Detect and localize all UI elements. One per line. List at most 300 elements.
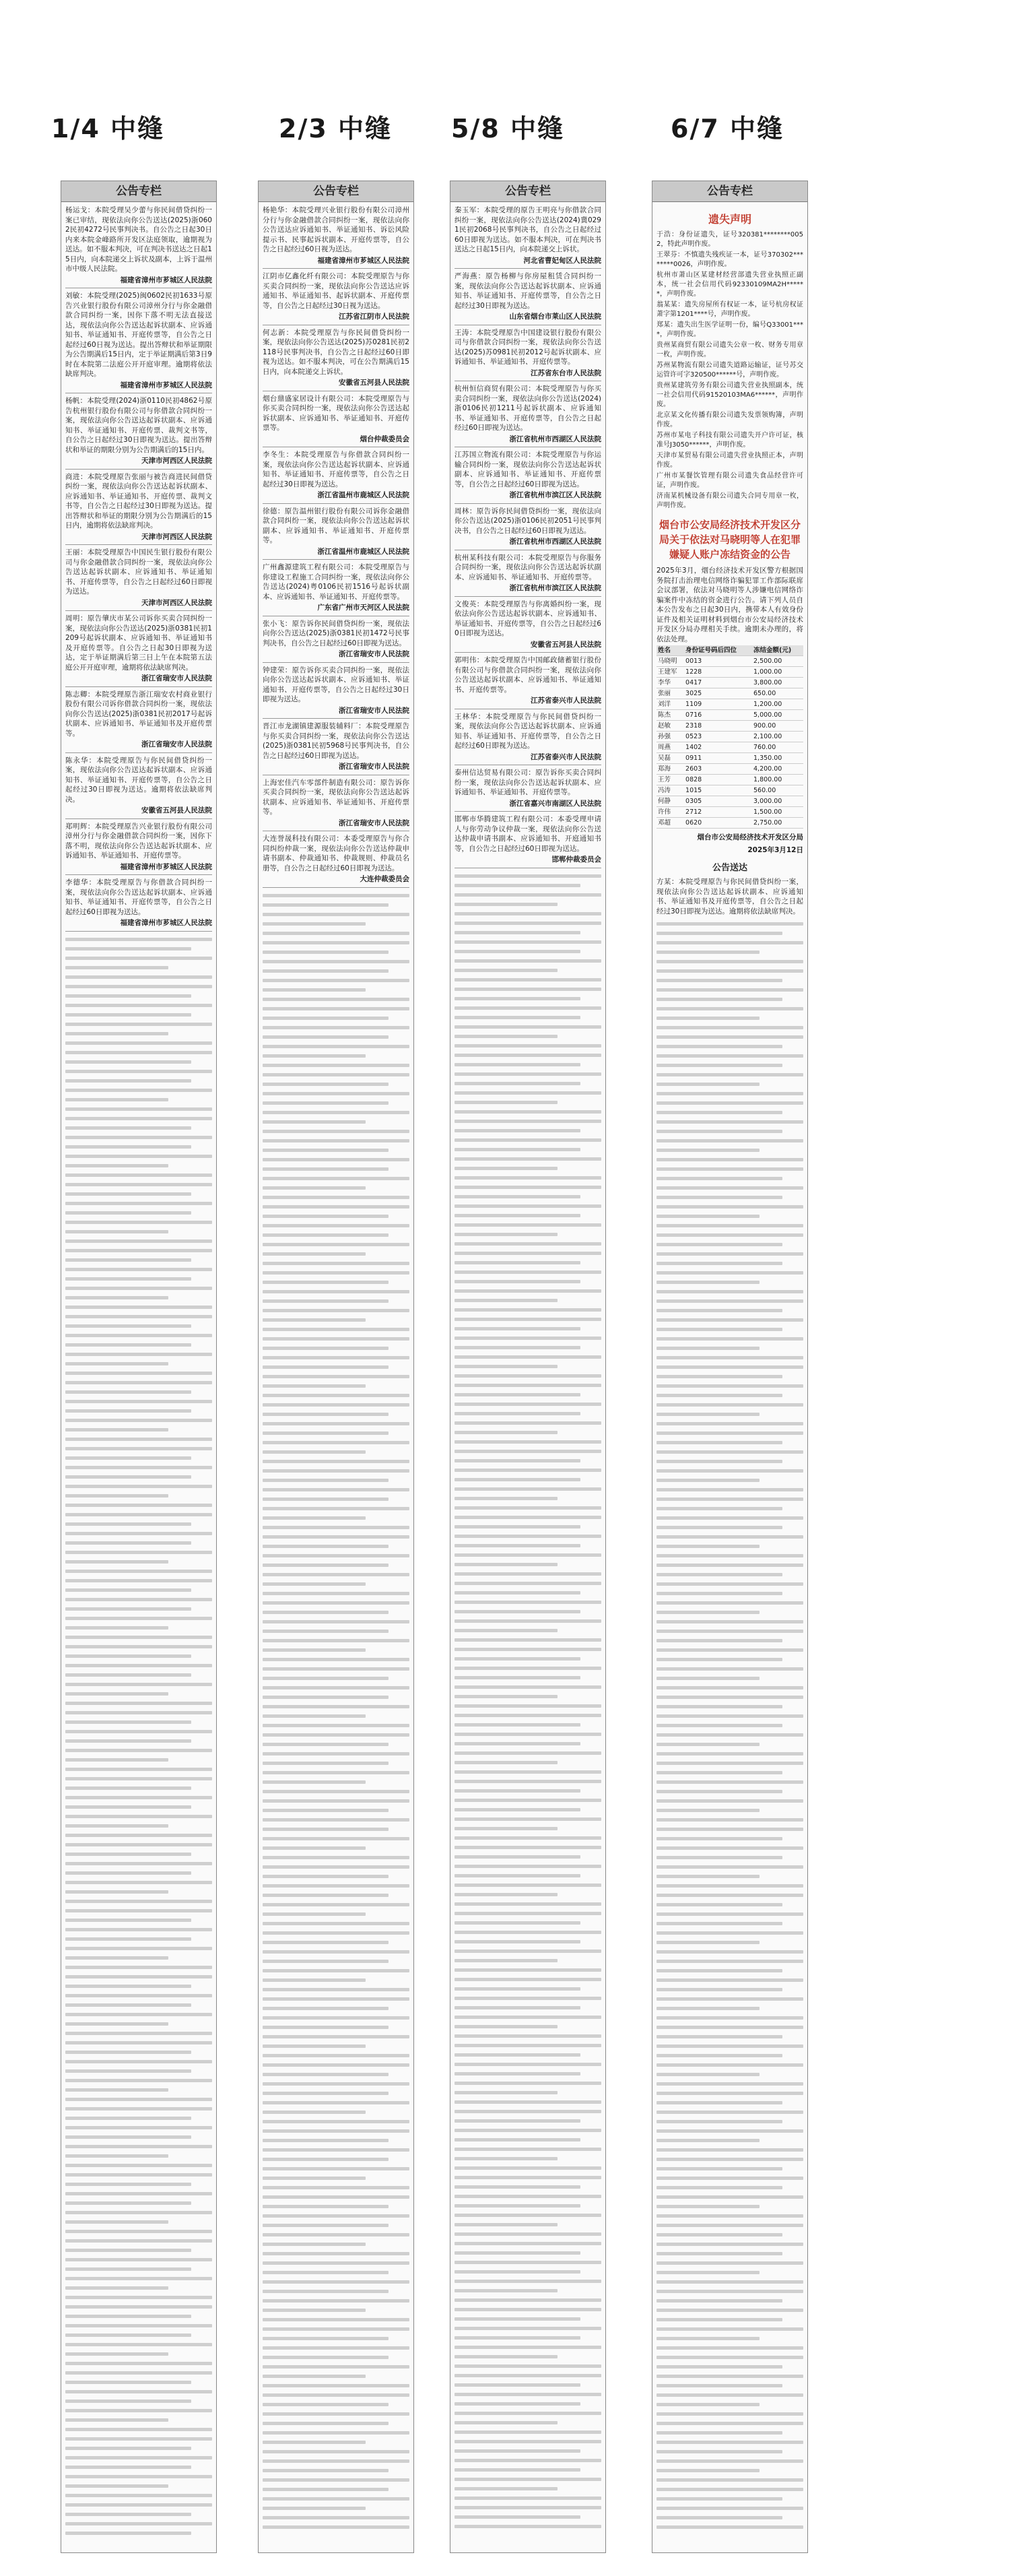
text-line-placeholder [656,1281,760,1284]
column-header: 公告专栏 [450,181,605,202]
text-line-placeholder [263,1535,409,1539]
text-line-placeholder [454,1478,580,1481]
text-line-placeholder [656,1054,803,1058]
text-line-placeholder [656,1139,803,1142]
issuing-authority: 浙江省杭州市滨江区人民法院 [509,584,601,592]
text-line-placeholder [656,2186,782,2189]
text-line-placeholder [656,2148,803,2152]
text-line-placeholder [65,1221,212,1224]
text-line-placeholder [263,1450,366,1454]
text-line-placeholder [263,2441,366,2444]
notice-item: 秦玉军：本院受理的原告王明亮与你借款合同纠纷一案，现依法向你公告送达(2024)冀0291民初2068号民事判决书，自公告之日起经过60日即视为送达。如不服本判决，可在判决书送达之日起15日内，向本院递交上诉状。 [454,206,601,253]
divider [263,559,409,560]
table-cell: 3025 [684,688,752,699]
text-line-placeholder [65,1881,212,1884]
text-line-placeholder [656,1535,803,1539]
text-line-placeholder [656,1252,803,1256]
text-line-placeholder [263,2478,409,2482]
table-cell: 2712 [684,807,752,818]
lost-notice-item: 天津市某贸易有限公司遗失营业执照正本，声明作废。 [656,452,803,469]
text-line-placeholder [454,1836,601,1840]
column-body [652,202,807,2538]
text-line-placeholder [656,1309,782,1312]
table-row [656,656,803,667]
text-line-placeholder [65,1041,212,1045]
text-line-placeholder [263,1620,409,1623]
text-line-placeholder [263,1903,409,1906]
text-line-placeholder [656,1233,803,1237]
table-cell: 0013 [684,656,752,667]
text-line-placeholder [454,2034,601,2038]
divider [454,268,601,269]
notice-item: 邯郸市华腾建筑工程有限公司：本委受理申请人与你劳动争议仲裁一案，现依法向你公告送达仲裁申请书副本、应诉通知书、开庭通知书等，自公告之日起经过60日即视为送达。 [454,815,601,853]
text-line-placeholder [65,2466,191,2469]
text-line-placeholder [263,903,389,907]
notice-item: 烟台鼎盛家居设计有限公司：本院受理原告与你买卖合同纠纷一案，现依法向你公告送达起诉状副本、应诉通知书、举证通知书、开庭传票等。 [263,394,409,432]
text-line-placeholder [65,1636,212,1639]
text-line-placeholder [65,1711,212,1714]
text-line-placeholder [454,2355,558,2358]
table-cell: 何静 [656,796,684,807]
text-line-placeholder [263,1978,366,1982]
table-cell: 邓超 [656,818,684,829]
text-line-placeholder [263,2073,389,2076]
text-line-placeholder [454,2100,601,2104]
text-line-placeholder [454,2176,601,2179]
divider [65,752,212,753]
text-line-placeholder [656,2054,782,2057]
text-line-placeholder [263,2431,409,2435]
text-line-placeholder [454,2383,580,2387]
issuing-authority: 广东省广州市天河区人民法院 [317,604,409,612]
text-line-placeholder [656,2403,760,2406]
text-line-placeholder [263,2082,409,2086]
text-line-placeholder [454,988,601,991]
text-line-placeholder [263,1167,389,1171]
text-line-placeholder [454,1242,601,1246]
text-line-placeholder [454,1582,601,1585]
text-line-placeholder [263,1875,389,1878]
text-line-placeholder [656,1450,803,1454]
text-line-placeholder [263,1130,409,1133]
text-line-placeholder [263,2243,366,2246]
text-line-placeholder [656,2026,803,2029]
text-line-placeholder [65,1202,212,1205]
text-line-placeholder [656,2327,803,2331]
text-line-placeholder [65,2390,212,2393]
text-line-placeholder [454,1091,601,1095]
text-line-placeholder [454,2148,601,2151]
text-line-placeholder [263,1337,409,1341]
text-line-placeholder [454,1148,580,1151]
notice-item: 杭州恒信商贸有限公司：本院受理原告与你买卖合同纠纷一案，现依法向你公告送达(2024)浙0106民初1211号起诉状副本、应诉通知书、举证通知书、开庭传票等，自公告之日起经过60日即视为送达。 [454,385,601,432]
issuing-authority: 江苏省泰兴市人民法院 [531,697,601,705]
issuing-authority: 浙江省杭州市西湖区人民法院 [509,434,601,443]
text-line-placeholder [263,2497,409,2501]
police-notice-text: 2025年3月，烟台经济技术开发区警方根据国务院打击治理电信网络诈骗犯罪工作部际联席会议部署，依法对马晓明等人涉嫌电信网络诈骗案件中冻结的资金进行公告。请下列人员自本公告发布之日起30日内，携带本人有效身份证件及相关证明材料到烟台市公安局经济技术开发区分局办理相关手续。逾期未办理的，将依法处理。 [656,567,803,643]
text-line-placeholder [454,884,580,887]
text-line-placeholder [454,2044,601,2047]
text-line-placeholder [656,1611,760,1614]
text-line-placeholder [65,1381,212,1384]
text-line-placeholder [454,1921,580,1925]
text-line-placeholder [263,1648,366,1652]
text-line-placeholder [454,931,580,934]
text-line-placeholder [65,1768,212,1771]
text-line-placeholder [65,1937,191,1941]
table-cell: 1,500.00 [752,807,803,818]
text-line-placeholder [656,2016,803,2020]
issuing-authority: 江苏省东台市人民法院 [531,368,601,377]
text-line-placeholder [454,874,601,878]
text-line-placeholder [454,1865,601,1868]
text-line-placeholder [263,1026,409,1029]
text-line-placeholder [263,2026,389,2029]
text-line-placeholder [656,2177,803,2180]
text-line-placeholder [263,1771,409,1774]
text-line-placeholder [454,1025,601,1029]
issuing-authority: 浙江省杭州市西湖区人民法院 [509,538,601,546]
text-line-placeholder [65,1211,191,1215]
text-line-placeholder [656,1460,782,1463]
text-line-placeholder [65,1145,191,1149]
text-line-placeholder [65,2333,191,2337]
text-line-placeholder [454,1355,601,1359]
text-line-placeholder [454,2468,580,2472]
text-line-placeholder [656,2365,782,2369]
text-line-placeholder [65,1013,191,1017]
text-line-placeholder [656,1186,803,1190]
text-line-placeholder [454,1459,580,1462]
text-line-placeholder [263,2007,389,2010]
issuing-authority: 福建省漳州市芗城区人民法院 [120,381,212,389]
notice-item: 江阴市亿鑫化纤有限公司：本院受理原告与你买卖合同纠纷一案，现依法向你公告送达应诉通知书、举证通知书、起诉状副本、开庭传票等，自公告之日起经过30日视为送达。 [263,272,409,310]
text-line-placeholder [656,2459,803,2463]
text-line-placeholder [454,2374,601,2377]
text-line-placeholder [263,1667,409,1671]
text-line-placeholder [65,1089,212,1092]
text-line-placeholder [454,1346,580,1349]
text-line-placeholder [454,1497,558,1500]
text-line-placeholder [263,1733,409,1737]
text-line-placeholder [656,1573,782,1576]
text-line-placeholder [65,966,168,969]
column-body [259,202,413,2538]
notice-item: 周林：原告诉你民间借贷纠纷一案，现依法向你公告送达(2025)浙0106民初2051号民事判决书，自公告之日起经过60日即视为送达。 [454,507,601,535]
text-line-placeholder [454,1902,601,1906]
text-line-placeholder [65,1551,212,1554]
text-line-placeholder [65,2192,212,2195]
table-row [656,775,803,785]
text-line-placeholder [65,1758,168,1762]
text-line-placeholder [656,1696,803,1699]
text-line-placeholder [263,1205,409,1209]
notice-item: 郑明辉：本院受理原告兴业银行股份有限公司漳州分行与你金融借款合同纠纷一案，因你下落不明，现依法向你公告送达起诉状副本、应诉通知书、举证通知书、开庭传票等。 [65,822,212,860]
notice-item: 王涛：本院受理原告中国建设银行股份有限公司与你借款合同纠纷一案，现依法向你公告送达(2025)苏0981民初2012号起诉状副本、应诉通知书、举证通知书、开庭传票等。 [454,328,601,366]
issuing-authority: 天津市河西区人民法院 [141,532,212,541]
text-line-placeholder [454,1016,580,1019]
text-line-placeholder [263,1083,389,1086]
divider [454,596,601,597]
text-line-placeholder [454,1742,580,1745]
notice-item: 杭州某科技有限公司：本院受理原告与你服务合同纠纷一案，现依法向你公告送达起诉状副本、应诉通知书、举证通知书、开庭传票等。 [454,553,601,581]
text-line-placeholder [263,2139,389,2142]
text-line-placeholder [65,957,212,960]
text-line-placeholder [454,1506,601,1510]
table-cell: 1,350.00 [752,753,803,764]
text-line-placeholder [454,1808,580,1811]
text-line-placeholder [65,1079,191,1083]
text-line-placeholder [65,2239,212,2243]
text-line-placeholder [454,1751,601,1755]
text-line-placeholder [263,1865,409,1869]
table-cell: 3,000.00 [752,796,803,807]
text-line-placeholder [263,1941,389,1944]
text-line-placeholder [656,1479,760,1482]
text-line-placeholder [454,1789,580,1793]
text-line-placeholder [263,2063,409,2067]
text-line-placeholder [656,2431,782,2435]
text-line-placeholder [65,2145,212,2148]
text-line-placeholder [263,1064,409,1067]
table-row [656,764,803,775]
text-line-placeholder [656,1469,803,1473]
text-line-placeholder [454,1403,601,1406]
text-line-placeholder [65,938,212,941]
text-line-placeholder [656,2299,782,2303]
text-line-placeholder [263,1394,409,1397]
text-line-placeholder [656,2346,803,2350]
text-line-placeholder [454,1261,580,1264]
text-line-placeholder [656,2035,782,2038]
text-line-placeholder [65,2220,168,2224]
text-line-placeholder [65,1249,212,1252]
issuing-authority: 天津市河西区人民法院 [141,457,212,465]
text-line-placeholder [65,2201,191,2205]
text-line-placeholder [656,1290,803,1293]
text-line-placeholder [263,1309,409,1312]
text-line-placeholder [65,1183,212,1186]
text-line-placeholder [263,2516,409,2519]
text-line-placeholder [65,2324,212,2327]
column-header: 公告专栏 [61,181,216,202]
text-line-placeholder [656,1903,782,1906]
text-line-placeholder [656,2318,782,2321]
text-line-placeholder [454,2157,558,2160]
text-line-placeholder [454,1912,601,1915]
text-line-placeholder [65,1853,191,1856]
text-line-placeholder [454,1931,601,1934]
text-line-placeholder [263,1922,409,1925]
table-cell: 王芳 [656,775,684,785]
text-line-placeholder [454,1044,601,1048]
text-line-placeholder [65,1541,191,1545]
text-line-placeholder [656,1771,782,1774]
text-line-placeholder [656,1997,803,2001]
text-line-placeholder [263,1516,366,1520]
text-line-placeholder [454,1817,601,1821]
issuing-authority: 浙江省瑞安市人民法院 [339,650,409,658]
text-line-placeholder [454,2317,580,2321]
text-line-placeholder [656,2450,782,2453]
text-line-placeholder [656,2224,803,2227]
text-line-placeholder [454,2515,580,2519]
text-line-placeholder [263,1328,409,1331]
text-line-placeholder [263,1139,409,1142]
text-line-placeholder [656,1582,803,1586]
text-line-placeholder [454,1572,601,1576]
text-line-placeholder [263,1243,409,1246]
text-line-placeholder [263,1639,409,1642]
text-line-placeholder [656,1931,803,1935]
text-line-placeholder [65,1720,191,1724]
notice-item: 文俊英：本院受理原告与你离婚纠纷一案，现依法向你公告送达起诉状副本、应诉通知书、举证通知书、开庭传票等，自公告之日起经过60日即视为送达。 [454,600,601,637]
text-line-placeholder [454,1959,558,1962]
divider [263,718,409,719]
text-line-placeholder [263,1045,409,1048]
text-line-placeholder [65,1004,212,1007]
notice-item: 李冬生：本院受理原告与你借款合同纠纷一案，现依法向你公告送达起诉状副本、应诉通知书、举证通知书、开庭传票等，自公告之日起经过30日即视为送达。 [263,451,409,488]
divider [454,503,601,504]
text-line-placeholder [263,1347,389,1350]
text-line-placeholder [65,1334,212,1337]
text-line-placeholder [65,1588,191,1592]
notice-item: 杨运戈：本院受理吴少蕾与你民间借贷纠纷一案已审结，现依法向你公告送达(2025)浙0602民初4272号民事判决书。自公告之日起30日内来本院金峰路所开发区法庭领取，逾期视为送达。如不服本判决，可在判决书送达之日起15日内，向本院递交上诉状及副本，上诉于温州市中级人民法院。 [65,206,212,273]
text-line-placeholder [454,1940,580,1943]
text-line-placeholder [454,1676,580,1679]
text-line-placeholder [263,1431,389,1435]
lost-notice-item: 苏州某物流有限公司遗失道路运输证，证号苏交运管许可字320500******号，声明作废。 [656,362,803,379]
text-line-placeholder [263,1460,409,1463]
text-line-placeholder [65,1353,212,1356]
text-line-placeholder [656,1403,803,1407]
divider [65,610,212,611]
text-line-placeholder [454,1714,601,1717]
text-line-placeholder [65,1239,212,1243]
text-line-placeholder [454,1270,601,1274]
text-line-placeholder [656,2309,803,2312]
text-line-placeholder [454,2459,601,2462]
text-line-placeholder [454,1167,558,1170]
text-line-placeholder [656,1101,803,1105]
text-line-placeholder [656,2525,803,2529]
notice-item: 张小飞：原告诉你民间借贷纠纷一案，现依法向你公告送达(2025)浙0381民初1472号民事判决书，自公告之日起经过60日即视为送达。 [263,619,409,647]
frozen-funds-table [656,645,803,829]
text-line-placeholder [263,1592,409,1595]
text-line-placeholder [656,1111,782,1114]
notice-item: 刘敏：本院受理(2025)闽0602民初1633号原告兴业银行股份有限公司漳州分行与你金融借款合同纠纷一案，因你下落不明无法直接送达，现依法向你公告送达起诉状副本、应诉通知书、举证通知书、开庭传票等，自公告之日起经过60日视为送达。提出答辩状和举证期限为公告期满后15日内，定于举证期满后第3日9时在本院第二法庭公开开庭审理。逾期将依法缺席判决。 [65,292,212,378]
text-line-placeholder [65,2003,191,2007]
table-cell: 郑海 [656,764,684,775]
issuing-authority: 大连仲裁委员会 [360,875,409,883]
text-line-placeholder [263,1828,389,1831]
text-line-placeholder [263,1120,366,1124]
issuing-authority: 浙江省瑞安市人民法院 [339,706,409,715]
text-line-placeholder [263,1762,389,1765]
text-line-placeholder [65,1324,191,1328]
text-line-placeholder [656,1064,782,1067]
text-line-placeholder [454,2270,580,2274]
text-line-placeholder [454,1610,580,1613]
notice-item: 郭明伟：本院受理原告中国邮政储蓄银行股份有限公司与你借款合同纠纷一案，现依法向你公告送达起诉状副本、应诉通知书、举证通知书、开庭传票等。 [454,656,601,694]
text-line-placeholder [65,1749,212,1752]
text-line-placeholder [454,1770,601,1774]
text-line-placeholder [263,1611,389,1614]
text-line-placeholder [65,1956,168,1960]
text-line-placeholder [65,2286,168,2290]
divider [65,686,212,687]
text-line-placeholder [65,1900,212,1903]
column-body [450,202,605,2538]
text-line-placeholder [263,1441,409,1444]
table-row [656,807,803,818]
text-line-placeholder [656,1394,782,1397]
notice-item: 商进：本院受理原告张丽与被告商进民间借贷纠纷一案，现依法向你公告送达起诉状副本、应诉通知书、举证通知书、开庭传票、裁判文书等，自公告之日起经过30日即视为送达。提出答辩状和举证的期限分别为公告期满后的15日内，逾期将依法缺席判决。 [65,472,212,529]
text-line-placeholder [263,1554,409,1557]
text-line-placeholder [65,2296,212,2299]
text-line-placeholder [656,2007,760,2010]
text-line-placeholder [65,1070,212,1073]
notice-item: 大连誉晟科技有限公司：本委受理原告与你合同纠纷仲裁一案，现依法向你公告送达仲裁申请书副本、仲裁通知书、仲裁规则、仲裁员名册等，自公告之日起经过60日即视为送达。 [263,835,409,872]
table-row [656,818,803,829]
table-row [656,753,803,764]
text-line-placeholder [454,1384,601,1387]
text-line-placeholder [454,2242,601,2245]
text-line-placeholder [263,1318,366,1322]
text-line-placeholder [656,1073,803,1076]
text-line-placeholder [263,1677,389,1680]
text-line-placeholder [65,2456,212,2459]
text-line-placeholder [656,1941,760,1944]
text-line-placeholder [454,1563,558,1566]
table-cell: 2,100.00 [752,732,803,742]
text-line-placeholder [65,1777,212,1780]
text-line-placeholder [656,1724,782,1727]
text-line-placeholder [263,2092,389,2095]
text-line-placeholder [263,1365,389,1369]
text-line-placeholder [656,1677,760,1680]
table-cell: 4,200.00 [752,764,803,775]
lost-notice-item: 北京某文化传播有限公司遗失发票领购簿，声明作废。 [656,412,803,428]
text-line-placeholder [656,2412,803,2416]
table-cell: 0716 [684,710,752,721]
text-line-placeholder [263,2450,409,2453]
text-line-placeholder [656,2167,782,2170]
text-line-placeholder [656,1007,803,1010]
text-line-placeholder [65,1192,191,1196]
table-cell: 1228 [684,667,752,678]
text-line-placeholder [454,1855,580,1859]
text-line-placeholder [454,1308,601,1312]
text-line-placeholder [656,1347,760,1350]
text-line-placeholder [263,913,409,916]
text-line-placeholder [263,1007,409,1010]
text-line-placeholder [656,2516,782,2519]
text-line-placeholder [454,2082,601,2085]
notice-item: 泰州信达贸易有限公司：原告诉你买卖合同纠纷一案，现依法向你公告送达起诉状副本、应诉通知书、举证通知书、开庭传票等。 [454,769,601,796]
text-line-placeholder [65,2183,191,2186]
text-line-placeholder [263,1846,366,1850]
text-line-placeholder [656,1620,803,1623]
text-line-placeholder [263,2044,366,2048]
text-line-placeholder [65,2069,191,2073]
text-line-placeholder [656,1262,782,1265]
text-line-placeholder [656,1686,803,1689]
text-line-placeholder [65,1060,191,1064]
text-line-placeholder [263,2148,409,2152]
text-line-placeholder [65,2060,212,2063]
table-cell: 2,750.00 [752,818,803,829]
